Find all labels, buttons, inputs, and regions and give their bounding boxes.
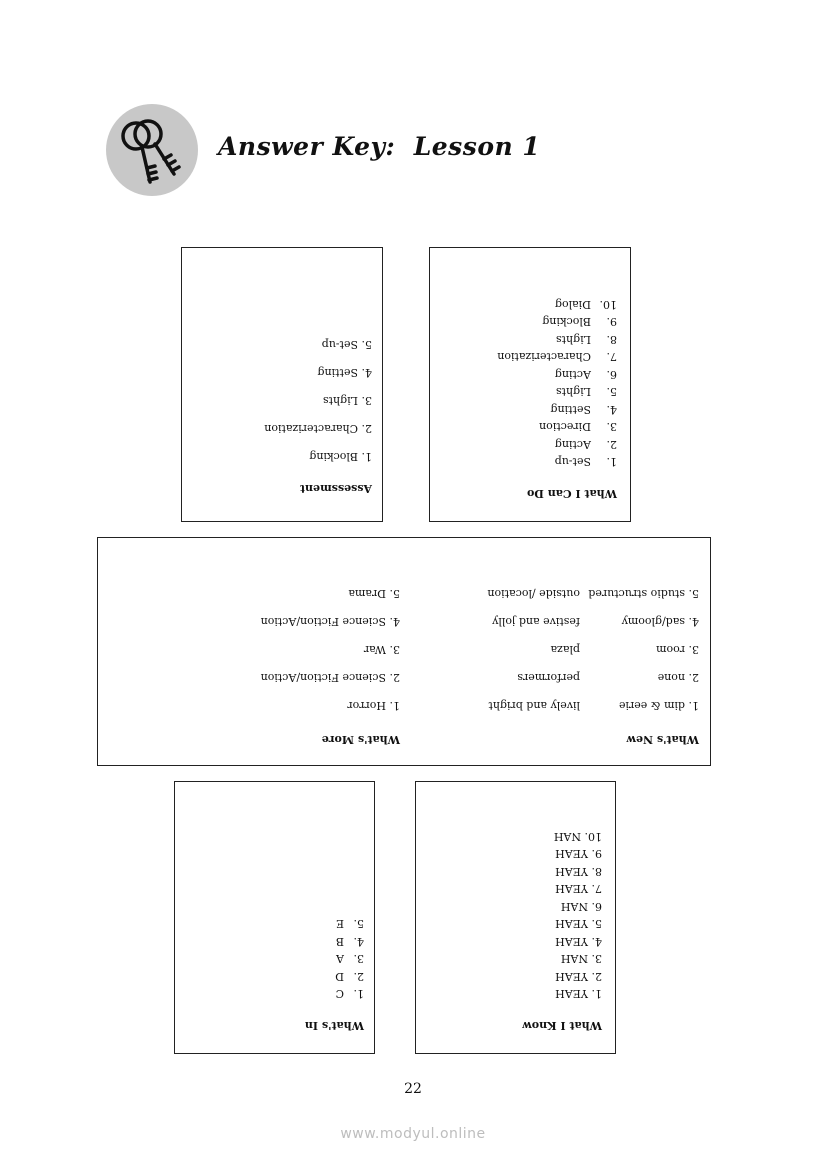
keys-icon: [106, 104, 198, 196]
list-item: lively and bright: [488, 699, 580, 712]
page-title: Answer Key: Lesson 1: [218, 132, 541, 161]
box-heading: What's In: [304, 1019, 364, 1032]
list-item: 3.A: [336, 952, 364, 966]
list-item: 2.Acting: [554, 438, 617, 451]
box-heading: What I Can Do: [527, 487, 617, 500]
list-item: 2.D: [335, 970, 364, 983]
list-item: 1.Set-up: [554, 455, 617, 469]
list-item: 3. War: [363, 643, 400, 656]
list-item: 1.C: [335, 987, 364, 1001]
list-item: 2. Science Fiction/Action: [260, 671, 400, 684]
answer-box-what-i-know: [415, 781, 616, 1054]
list-item: 5. Set-up: [321, 338, 372, 351]
box-heading: What's More: [321, 733, 400, 746]
list-item: 8. YEAH: [555, 865, 602, 878]
list-item: 4.Setting: [550, 403, 617, 416]
answer-box-assessment: [181, 247, 383, 522]
list-item: 1. YEAH: [555, 987, 602, 1001]
list-item: 1. dim & eerie: [618, 699, 699, 712]
list-item: 9.Blocking: [542, 315, 617, 329]
list-item: 3. Lights: [322, 394, 372, 407]
box-heading: What I Know: [522, 1019, 602, 1032]
list-item: 3. room: [656, 643, 699, 656]
list-item: festive and jolly: [492, 615, 580, 628]
box-heading: Assessment: [299, 482, 372, 495]
list-item: 2. Characterization: [264, 422, 372, 435]
list-item: 1. Horror: [347, 699, 400, 712]
answer-box-what-i-can-do: [429, 247, 631, 522]
list-item: 4. YEAH: [555, 935, 602, 948]
answer-box-whats-in: [174, 781, 375, 1054]
list-item: 9. YEAH: [555, 847, 602, 861]
list-item: 6. NAH: [560, 900, 602, 913]
list-item: 7. YEAH: [555, 882, 602, 896]
list-item: 10. NAH: [553, 830, 602, 843]
list-item: plaza: [550, 643, 580, 656]
list-item: 4.B: [335, 935, 364, 948]
list-item: 6.Acting: [554, 368, 617, 381]
list-item: 5.E: [335, 917, 364, 931]
list-item: 2. none: [657, 671, 699, 684]
list-item: 8.Lights: [555, 333, 617, 346]
list-item: 5.Lights: [555, 385, 617, 399]
list-item: 5. studio structured: [588, 587, 699, 600]
list-item: 1. Blocking: [309, 450, 372, 463]
list-item: 3. NAH: [560, 952, 602, 966]
list-item: 5. Drama: [348, 587, 400, 600]
list-item: outside /location: [487, 587, 580, 600]
answer-box-whats-new-whats-more: [97, 537, 711, 766]
list-item: performers: [517, 671, 580, 684]
watermark: www.modyul.online: [340, 1126, 486, 1142]
list-item: 2. YEAH: [555, 970, 602, 983]
box-heading: What's New: [626, 733, 699, 746]
list-item: 4. sad/gloomy: [621, 615, 699, 628]
list-item: 5. YEAH: [555, 917, 602, 931]
list-item: 7.Characterization: [497, 350, 617, 364]
list-item: 3.Direction: [539, 420, 617, 434]
list-item: 4. Setting: [317, 366, 372, 379]
page-number: 22: [404, 1081, 422, 1097]
list-item: 4. Science Fiction/Action: [260, 615, 400, 628]
list-item: 10.Dialog: [554, 298, 617, 311]
